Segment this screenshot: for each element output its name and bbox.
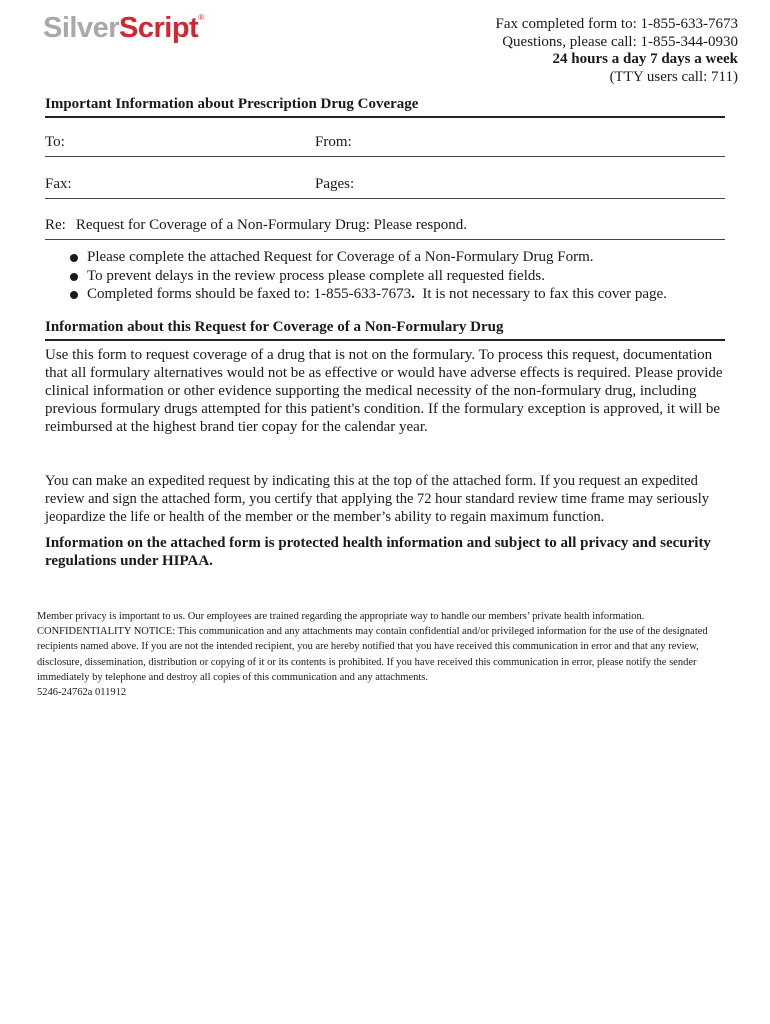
registered-mark: ® — [198, 13, 204, 22]
bullet-icon — [70, 291, 78, 299]
expedited-paragraph: You can make an expedited request by indicating this at the top of the attached form. If you request an expedited review and sign the attached form, you certify that applying the 72 hour standard review time frame may seriously jeopardize the life or health of the member or the member’s ability to regain maximum function. — [45, 473, 709, 525]
list-item — [70, 285, 730, 304]
bullet-icon — [70, 273, 78, 281]
list-item — [70, 267, 730, 286]
fax-pages-row — [45, 176, 725, 199]
list-item — [70, 248, 730, 267]
logo-silver-text: Silver — [43, 12, 119, 44]
contact-block — [496, 16, 738, 86]
to-from-row — [45, 134, 725, 157]
fax-number-line: Fax completed form to: 1-855-633-7673 — [495, 16, 738, 32]
from-label: From: — [315, 134, 352, 150]
confidentiality-notice: CONFIDENTIALITY NOTICE: This communication and any attachments may contain confidential and/or privileged information for the use of the designated recipients named above. If you are not the intended recipient, you are hereby notified that you have received this communication in error and that any review, disclosure, dissemination, distribution or copying of it or its contents is prohibited. If you have received this communication in error, please notify the sender immediately by telephone and destroy all copies of this communication and any attachments. — [37, 626, 708, 683]
page-title: Important Information about Prescription Drug Coverage — [45, 96, 725, 118]
to-label: To: — [45, 134, 65, 150]
bullet-tail-text: It is not necessary to fax this cover page. — [422, 286, 667, 302]
tty-line: (TTY users call: 711) — [609, 68, 738, 85]
privacy-statement: Member privacy is important to us. Our employees are trained regarding the appropriate way to handle our members’ private health information. — [37, 611, 645, 622]
re-text: Request for Coverage of a Non-Formulary Drug: Please respond. — [75, 217, 467, 233]
bullet-text: Completed forms should be faxed to: 1-855-633-7673 — [87, 286, 412, 302]
purpose-paragraph: Use this form to request coverage of a drug that is not on the formulary. To process this request, documentation that all formulary alternatives would not be as effective or would have adverse effects is required. Please provide clinical information or other evidence supporting the medical necessity of the non-formulary drug, including previous formulary drugs attempted for this patient's condition. If the formulary exception is approved, it will be reimbursed at the highest brand tier copay for the calendar year. — [45, 347, 723, 435]
instruction-list — [70, 248, 730, 304]
pages-label: Pages: — [315, 176, 355, 192]
bullet-text: To prevent delays in the review process please complete all requested fields. — [87, 267, 545, 284]
re-line — [45, 217, 725, 240]
footer-notice — [37, 609, 732, 700]
bullet-icon — [70, 254, 78, 262]
bullet-text: Please complete the attached Request for Coverage of a Non-Formulary Drug Form. — [87, 249, 594, 265]
hipaa-notice: Information on the attached form is protected health information and subject to all privacy and security regulations under HIPAA. — [45, 535, 711, 569]
fax-label: Fax: — [45, 176, 72, 192]
form-code: 5246-24762a 011912 — [37, 687, 127, 699]
re-label: Re: — [45, 217, 66, 233]
hours-line: 24 hours a day 7 days a week — [552, 51, 738, 67]
logo-script-text: Script — [119, 12, 199, 44]
silverscript-logo — [43, 14, 204, 43]
bullet-period: . — [411, 286, 415, 302]
section-heading: Information about this Request for Coverage of a Non-Formulary Drug — [45, 319, 725, 341]
phone-number-line: Questions, please call: 1-855-344-0930 — [502, 33, 738, 50]
